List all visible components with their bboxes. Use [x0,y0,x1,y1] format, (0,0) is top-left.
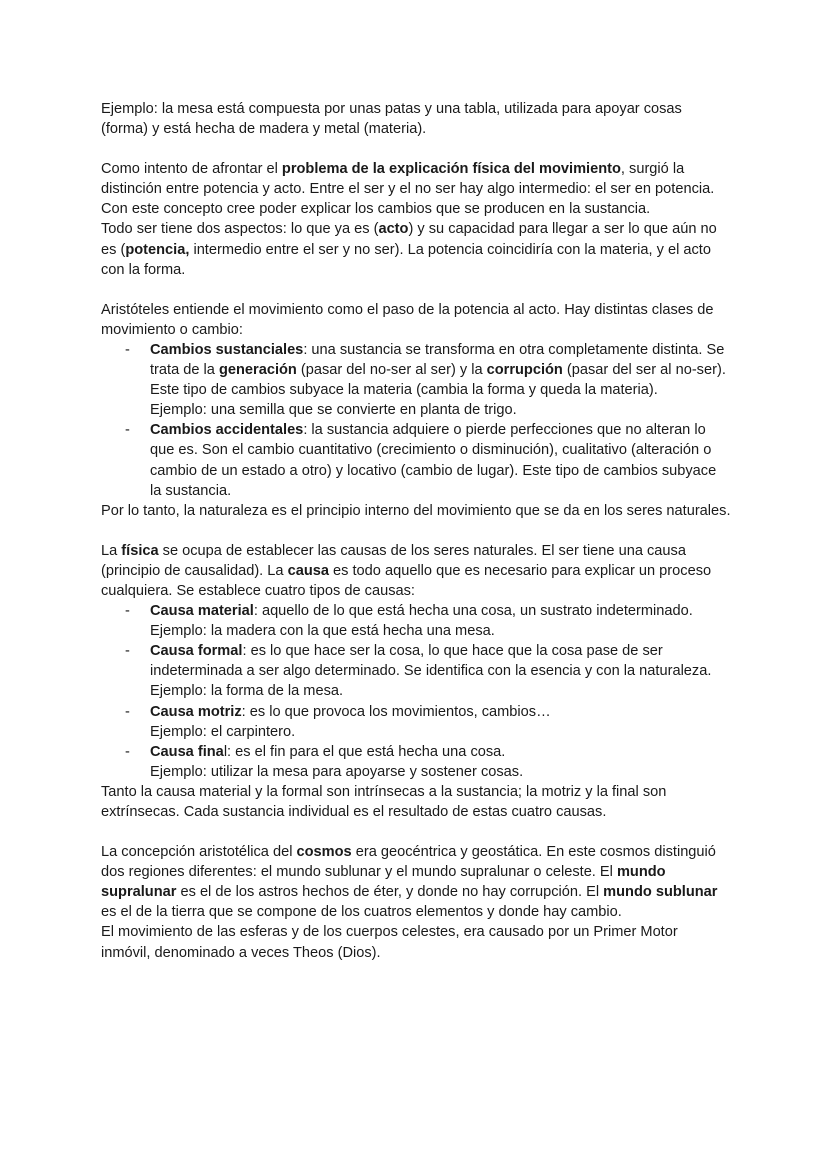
paragraph-ejemplo-mesa: Ejemplo: la mesa está compuesta por unas patas y una tabla, utilizada para apoyar cosas (forma) y está hecha de madera y metal (materia). [101,101,682,138]
paragraph-primer-motor: El movimiento de las esferas y de los cuerpos celestes, era causado por un Primer Motor inmóvil, denominado a veces Theos (Dios). [101,924,678,961]
paragraph-dos-aspectos: Todo ser tiene dos aspectos: lo que ya es (acto) y su capacidad para llegar a ser lo que aún no es (potencia, intermedio entre el ser y no ser). La potencia coincidiría con la materia, y el acto con la forma. [101,221,717,278]
paragraph-fisica-causas: La física se ocupa de establecer las causas de los seres naturales. El ser tiene una causa (principio de causalidad). La causa es todo aquello que es necesario para explicar un proceso cualquiera. Se establece cuatro tipos de causas: [101,542,712,599]
list-item-causa-final: - Causa final: es el fin para el que está hecha una cosa. Ejemplo: utilizar la mesa para apoyarse y sostener cosas. [125,743,524,780]
list-cambios [101,340,731,501]
paragraph-movimiento: Aristóteles entiende el movimiento como el paso de la potencia al acto. Hay distintas clases de movimiento o cambio: [101,301,714,338]
list-item-causa-material: - Causa material: aquello de lo que está hecha una cosa, un sustrato indeterminado. Ejemplo: la madera con la que está hecha una mesa. [125,603,693,640]
paragraph-potencia-acto: Como intento de afrontar el problema de la explicación física del movimiento, surgió la distinción entre potencia y acto. Entre el ser y el no ser hay algo intermedio: el ser en potencia. Con este concepto cree poder explicar los cambios que se producen en la sustancia. [101,161,715,218]
paragraph-cosmos: La concepción aristotélica del cosmos era geocéntrica y geostática. En este cosmos distinguió dos regiones diferentes: el mundo sublunar y el mundo supralunar o celeste. El mundo supralunar es el de los astros hechos de éter, y donde no hay corrupción. El mundo sublunar es el de la tierra que se compone de los cuatros elementos y donde hay cambio. [101,844,718,921]
list-causas [101,601,731,782]
list-item-cambios-sustanciales: - Cambios sustanciales: una sustancia se transforma en otra completamente distinta. Se trata de la generación (pasar del no-ser al ser) y la corrupción (pasar del ser al no-ser). Este tipo de cambios subyace la materia (cambia la forma y queda la materia). Ejemplo: una semilla que se convierte en planta de trigo. [125,341,726,419]
list-item-causa-motriz: - Causa motriz: es lo que provoca los movimientos, cambios… Ejemplo: el carpintero. [125,703,551,740]
list-item-causa-formal: - Causa formal: es lo que hace ser la cosa, lo que hace que la cosa pase de ser indeterminada a ser algo determinado. Se identifica con la esencia y con la naturaleza. Ejemplo: la forma de la mesa. [125,643,712,700]
document-body [101,99,731,963]
paragraph-naturaleza: Por lo tanto, la naturaleza es el principio interno del movimiento que se da en los seres naturales. [101,502,731,519]
paragraph-intrinsecas: Tanto la causa material y la formal son intrínsecas a la sustancia; la motriz y la final son extrínsecas. Cada sustancia individual es el resultado de estas cuatro causas. [101,783,667,820]
list-item-cambios-accidentales: - Cambios accidentales: la sustancia adquiere o pierde perfecciones que no alteran lo que es. Son el cambio cuantitativo (crecimiento o disminución), cualitativo (alteración o cambio de un estado a otro) y locativo (cambio de lugar). Este tipo de cambios subyace la sustancia. [125,422,717,499]
